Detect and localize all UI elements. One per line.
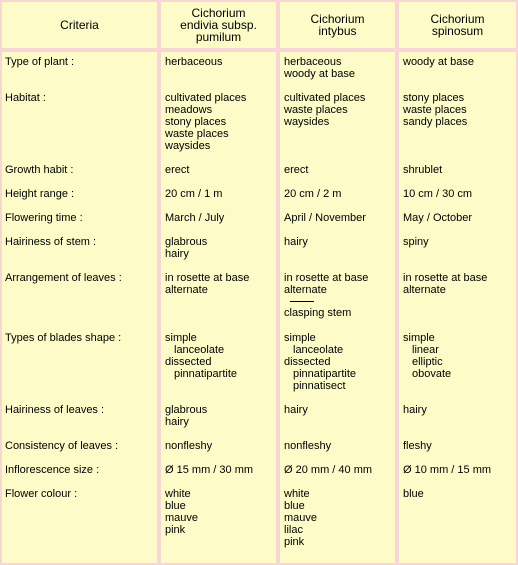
cell-line: mauve (284, 512, 318, 524)
header-spinosum-line1: Cichorium (430, 12, 485, 26)
cell-line: pink (165, 524, 186, 536)
cell-line: waste places (403, 104, 467, 116)
criteria-column (2, 52, 157, 563)
cell-line: lanceolate (293, 344, 344, 356)
cell-line: alternate (284, 284, 327, 296)
header-endivia-line3: pumilum (195, 30, 242, 44)
table-cell (284, 332, 356, 392)
cell-line: in rosette at base (284, 272, 369, 284)
cell-line: blue (165, 500, 186, 512)
cell-line: dissected (284, 356, 331, 368)
table-cell: 10 cm / 30 cm (403, 188, 473, 200)
cell-line: simple (165, 332, 197, 344)
cell-line: waysides (284, 116, 330, 128)
table-cell (165, 332, 237, 380)
row-label: Inflorescence size : (5, 464, 100, 476)
table-cell (165, 272, 249, 296)
cell-line: waysides (165, 140, 211, 152)
cell-line: meadows (165, 104, 213, 116)
cell-line: white (284, 488, 310, 500)
header-endivia (161, 2, 276, 48)
row-label: Height range : (5, 188, 75, 200)
cell-line: glabrous (165, 404, 208, 416)
table-cell: shrublet (403, 164, 443, 176)
row-label: Flowering time : (5, 212, 83, 224)
cell-line: white (165, 488, 191, 500)
cell-line: glabrous (165, 236, 208, 248)
cell-line: in rosette at base (165, 272, 250, 284)
table-cell: erect (284, 164, 309, 176)
cell-line: herbaceous (165, 56, 223, 68)
row-label: Type of plant : (5, 56, 75, 68)
cell-line: sandy places (403, 116, 468, 128)
cell-line: alternate (403, 284, 446, 296)
cell-line: pinnatipartite (293, 368, 356, 380)
table-cell: spiny (403, 236, 429, 248)
row-label: Arrangement of leaves : (5, 272, 122, 284)
separator-line (290, 301, 314, 302)
row-label: Types of blades shape : (5, 332, 122, 344)
table-cell: Ø 10 mm / 15 mm (403, 464, 492, 476)
cell-line: hairy (165, 416, 189, 428)
table-cell (165, 56, 223, 68)
row-label: Consistency of leaves : (5, 440, 119, 452)
table-cell: May / October (403, 212, 473, 224)
cell-line: blue (284, 500, 305, 512)
header-spinosum (399, 2, 516, 48)
cell-line: lanceolate (174, 344, 225, 356)
header-intybus (280, 2, 395, 48)
header-endivia-line1: Cichorium (191, 6, 246, 20)
table-cell (403, 56, 474, 68)
table-cell: April / November (284, 212, 366, 224)
cell-line: simple (284, 332, 316, 344)
header-intybus-line1: Cichorium (310, 12, 365, 26)
table-cell: fleshy (403, 440, 432, 452)
table-cell: nonfleshy (165, 440, 213, 452)
cell-line: woody at base (403, 56, 474, 68)
cell-line: in rosette at base (403, 272, 488, 284)
table-cell (284, 56, 355, 80)
table-cell (284, 92, 365, 128)
header-criteria-text: Criteria (60, 17, 99, 32)
table-cell: March / July (165, 212, 225, 224)
cell-line: clasping stem (284, 307, 352, 319)
row-label: Growth habit : (5, 164, 74, 176)
cell-line: elliptic (412, 356, 443, 368)
cell-line: pinnatisect (293, 380, 346, 392)
cell-line: pink (284, 536, 305, 548)
cell-line: waste places (165, 128, 229, 140)
header-criteria (2, 2, 157, 48)
table-cell: Ø 15 mm / 30 mm (165, 464, 254, 476)
spinosum-column (399, 52, 516, 563)
table-cell (403, 332, 451, 380)
cell-line: simple (403, 332, 435, 344)
table-cell: 20 cm / 1 m (165, 188, 223, 200)
cell-line: woody at base (284, 68, 355, 80)
cell-line: dissected (165, 356, 212, 368)
row-label: Habitat : (5, 92, 46, 104)
cell-line: pinnatipartite (174, 368, 237, 380)
cell-line: alternate (165, 284, 208, 296)
header-endivia-line2: endivia subsp. (180, 18, 257, 32)
table-cell: Ø 20 mm / 40 mm (284, 464, 373, 476)
table-cell (165, 92, 246, 152)
row-label: Hairiness of leaves : (5, 404, 105, 416)
cell-line: cultivated places (165, 92, 247, 104)
cell-line: cultivated places (284, 92, 366, 104)
header-spinosum-line2: spinosum (431, 24, 484, 38)
table-cell: hairy (284, 404, 308, 416)
cell-line: linear (412, 344, 439, 356)
cell-line: waste places (284, 104, 348, 116)
cell-line: hairy (165, 248, 189, 260)
table-cell: erect (165, 164, 190, 176)
table-cell (165, 404, 207, 428)
table-cell: nonfleshy (284, 440, 332, 452)
cell-line: lilac (284, 524, 303, 536)
row-label: Flower colour : (5, 488, 78, 500)
table-cell (165, 488, 198, 536)
cell-line: stony places (165, 116, 227, 128)
cell-line: obovate (412, 368, 452, 380)
cell-line: stony places (403, 92, 465, 104)
cell-line: herbaceous (284, 56, 342, 68)
table-cell (284, 272, 368, 319)
table-cell: 20 cm / 2 m (284, 188, 342, 200)
table-cell (403, 92, 467, 128)
table-cell: hairy (403, 404, 427, 416)
header-intybus-line2: intybus (318, 24, 357, 38)
cell-line: mauve (165, 512, 199, 524)
table-cell: hairy (284, 236, 308, 248)
table-cell (165, 236, 207, 260)
table-cell: blue (403, 488, 424, 500)
table-cell (284, 488, 317, 548)
row-label: Hairiness of stem : (5, 236, 97, 248)
table-cell (403, 272, 487, 296)
